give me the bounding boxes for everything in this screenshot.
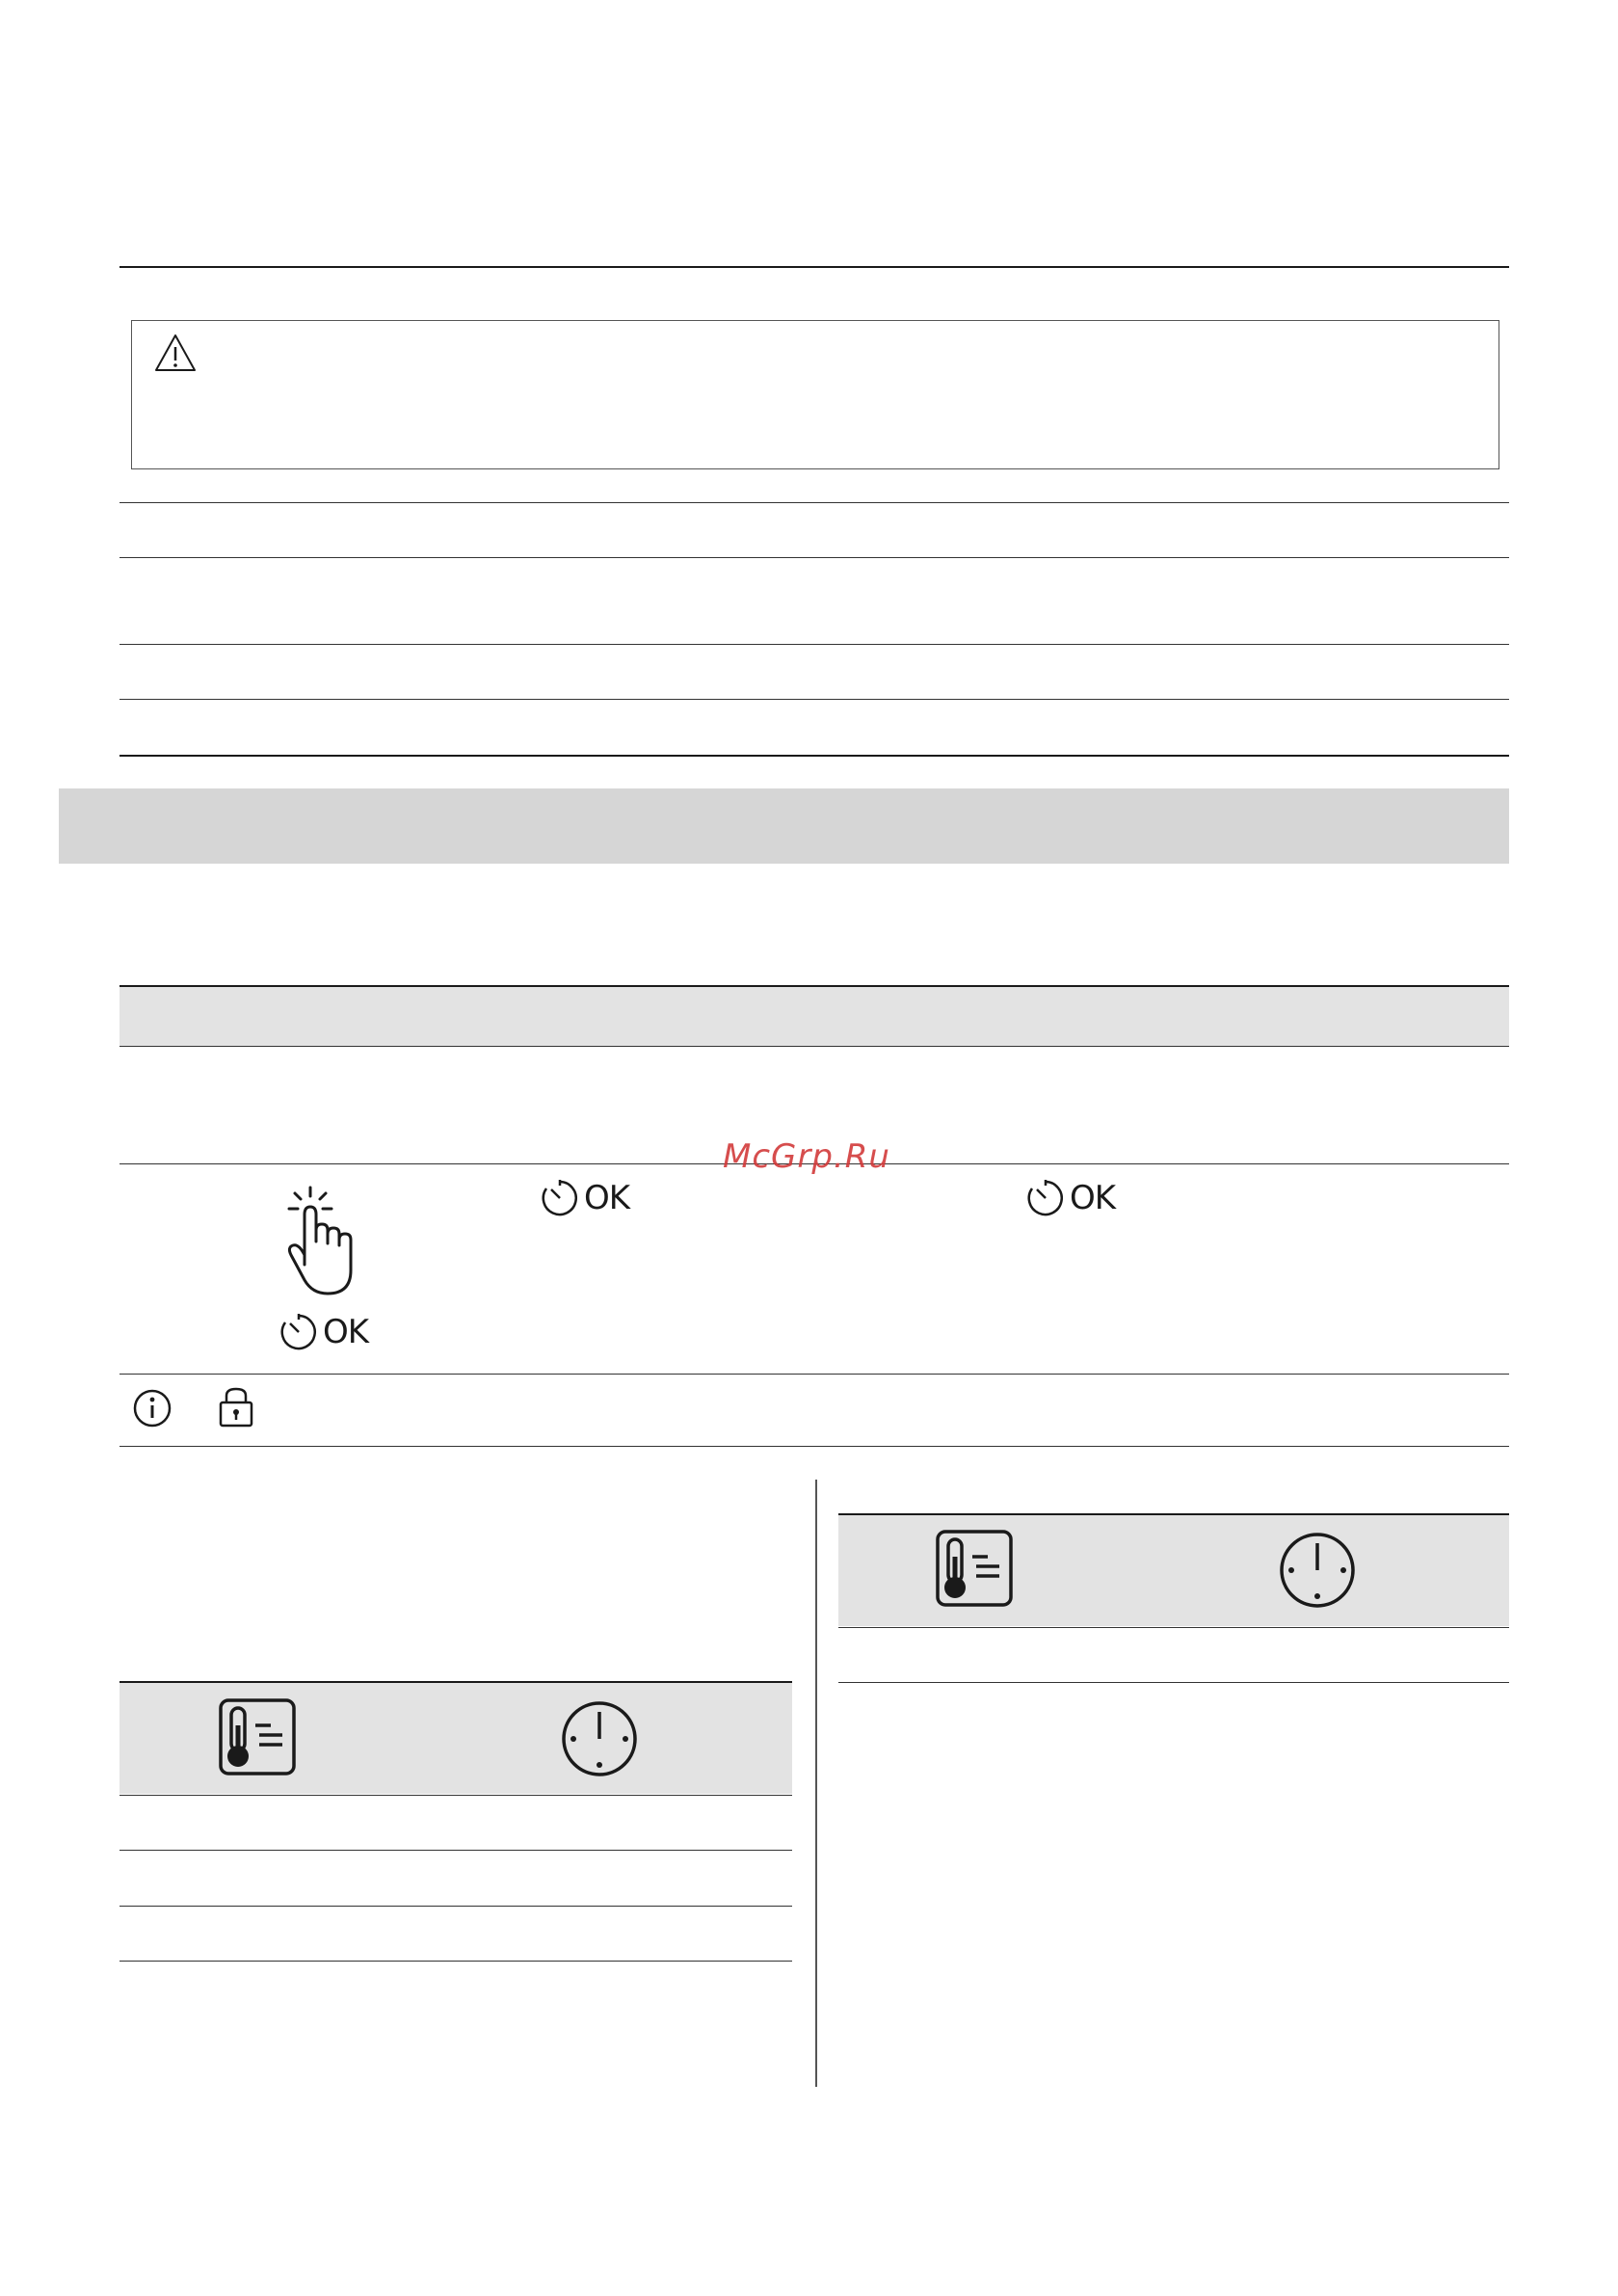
left-table-rule-3: [119, 1906, 792, 1907]
info-icon: [131, 1387, 173, 1429]
warning-triangle-icon: [153, 333, 198, 373]
left-table-rule-4: [119, 1961, 792, 1962]
column-divider: [815, 1480, 817, 2087]
ok-label: OK: [584, 1179, 630, 1217]
ok-label: OK: [1070, 1179, 1116, 1217]
ok-button-under-hand: [278, 1311, 368, 1353]
steps-table-header-rule: [119, 1046, 1509, 1047]
lock-icon: [217, 1385, 255, 1429]
timer-icon: [539, 1177, 581, 1219]
section-rule-top: [119, 266, 1509, 268]
table-rule-1: [119, 502, 1509, 503]
left-table-rule-1: [119, 1795, 792, 1796]
touch-hand-icon: [281, 1184, 358, 1297]
steps-table-header: [119, 986, 1509, 1046]
timer-icon: [278, 1311, 320, 1353]
watermark: McGrp.Ru: [723, 1137, 890, 1176]
chapter-heading-band: [59, 788, 1509, 864]
right-table-rule-1: [838, 1627, 1509, 1628]
steps-table-top-rule: [119, 985, 1509, 987]
timer-icon: [1024, 1177, 1067, 1219]
table-rule-5: [119, 755, 1509, 757]
right-table-top-rule: [838, 1513, 1509, 1515]
ok-label: OK: [323, 1313, 369, 1351]
core-temperature-sensor-icon: [217, 1696, 298, 1777]
ok-button-inline-2: [1024, 1177, 1115, 1219]
table-rule-3: [119, 644, 1509, 645]
warning-box: [131, 320, 1499, 469]
info-row-rule: [119, 1446, 1509, 1447]
left-table-rule-2: [119, 1850, 792, 1851]
table-rule-4: [119, 699, 1509, 700]
right-table-rule-2: [838, 1682, 1509, 1683]
left-table-top-rule: [119, 1681, 792, 1683]
clock-icon: [1277, 1530, 1358, 1611]
core-temperature-sensor-icon: [934, 1528, 1015, 1609]
ok-button-inline-1: [539, 1177, 629, 1219]
steps-table-rule-3: [119, 1374, 1509, 1375]
table-rule-2: [119, 557, 1509, 558]
clock-icon: [559, 1698, 640, 1779]
